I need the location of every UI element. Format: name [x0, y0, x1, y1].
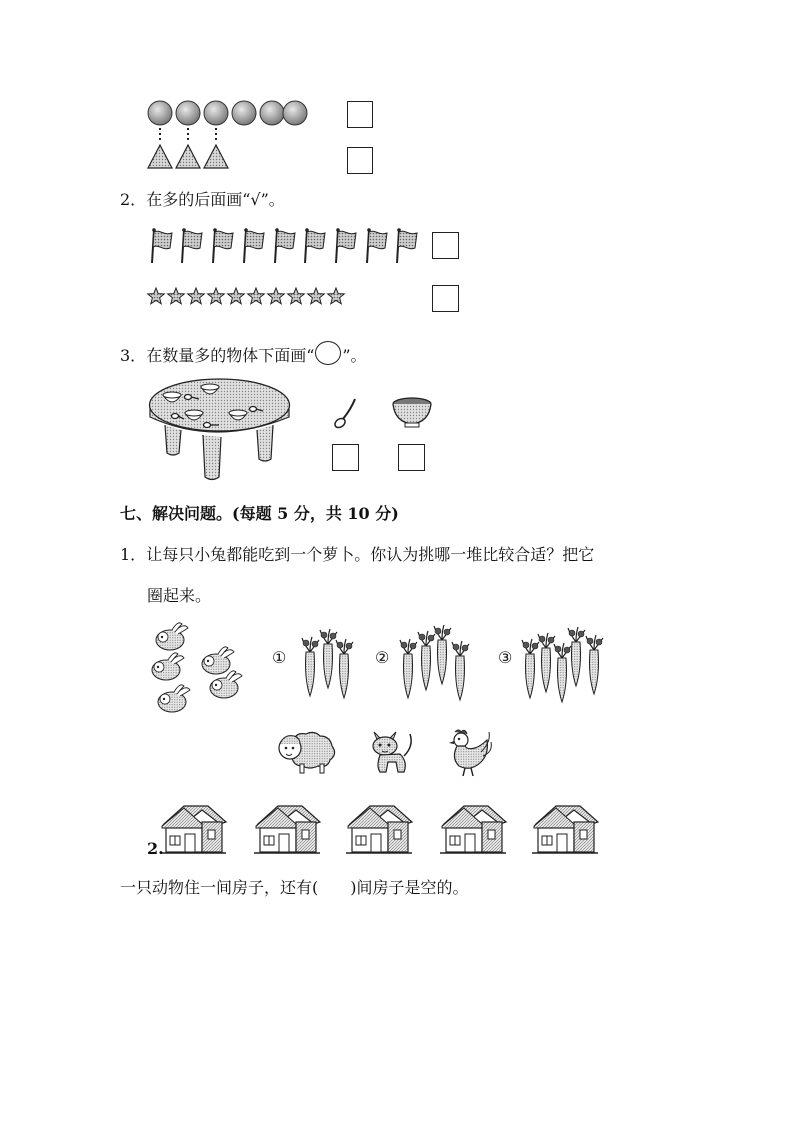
problem-1-number: 1．: [120, 545, 147, 564]
rabbit-icon: [202, 647, 234, 674]
table-icon: [145, 375, 295, 485]
ball-icon: [260, 101, 284, 125]
answer-box-bowl[interactable]: [398, 444, 425, 471]
rabbits-group: [150, 618, 260, 718]
carrot-pile-3[interactable]: [520, 626, 610, 701]
q3-line: [120, 341, 367, 366]
q3-number: 3．: [120, 346, 147, 365]
star-icon: [268, 288, 285, 304]
carrot-icon: [568, 627, 585, 686]
house-icon: [532, 806, 598, 853]
flag-icon: [336, 228, 356, 263]
answer-box-stars[interactable]: [432, 285, 459, 312]
rabbit-icon: [152, 653, 184, 680]
house-icon: [440, 806, 506, 853]
q3-text-after: ”。: [342, 346, 367, 365]
problem-1-text: 让每只小兔都能吃到一个萝卜。你认为挑哪一堆比较合适？把它: [146, 545, 595, 564]
q3-text-before: 在数量多的物体下面画“: [146, 346, 315, 365]
carrot-icon: [302, 637, 319, 696]
rabbit-icon: [156, 623, 188, 650]
answer-box-triangles[interactable]: [347, 147, 373, 174]
houses-row: [158, 800, 603, 856]
carrot-icon: [320, 629, 337, 688]
carrot-pile-2[interactable]: [398, 626, 478, 696]
problem-2-number: 2.: [147, 839, 164, 858]
flag-icon: [367, 228, 387, 263]
option-2-label[interactable]: ②: [375, 648, 390, 667]
star-icon: [228, 288, 245, 304]
carrot-icon: [522, 639, 539, 698]
house-icon: [346, 806, 412, 853]
option-1-label[interactable]: ①: [272, 648, 287, 667]
carrot-icon: [452, 641, 469, 700]
star-icon: [328, 288, 345, 304]
answer-box-flags[interactable]: [432, 232, 459, 259]
carrot-icon: [434, 625, 451, 684]
flag-icon: [305, 228, 325, 263]
star-icon: [168, 288, 185, 304]
ball-icon: [204, 101, 228, 125]
stars-row: [147, 287, 357, 307]
carrot-icon: [418, 631, 435, 690]
circle-symbol-icon: [315, 341, 341, 365]
flag-icon: [244, 228, 264, 263]
carrot-icon: [586, 635, 603, 694]
sheep-icon: [276, 730, 338, 776]
section-7-title: 七、解决问题。(每题 5 分，共 10 分): [120, 504, 399, 523]
ball-icon: [176, 101, 200, 125]
option-3-label[interactable]: ③: [498, 648, 513, 667]
triangle-icon: [176, 145, 200, 168]
flag-icon: [213, 228, 233, 263]
triangle-icon: [148, 145, 172, 168]
star-icon: [248, 288, 265, 304]
q2-number: 2．: [120, 190, 147, 209]
problem-1-line1: [120, 545, 594, 565]
flag-icon: [397, 228, 417, 263]
bowl-icon: [391, 396, 433, 430]
carrot-icon: [336, 639, 353, 698]
star-icon: [308, 288, 325, 304]
rabbit-icon: [158, 685, 190, 712]
star-icon: [188, 288, 205, 304]
house-icon: [254, 806, 320, 853]
q2-text: 在多的后面画“√”。: [146, 190, 285, 209]
rooster-icon: [445, 728, 493, 778]
star-icon: [148, 288, 165, 304]
problem-2-text: 一只动物住一间房子，还有( )间房子是空的。: [120, 878, 469, 897]
spoon-icon: [331, 397, 359, 431]
problem-1-line2: 圈起来。: [147, 586, 212, 605]
flags-row: [148, 226, 423, 266]
ball-icon: [283, 101, 307, 125]
flag-icon: [182, 228, 202, 263]
flag-icon: [275, 228, 295, 263]
ball-icon: [232, 101, 256, 125]
house-icon: [160, 806, 226, 853]
q2-line: [120, 190, 285, 210]
answer-box-balls[interactable]: [347, 101, 373, 128]
star-icon: [288, 288, 305, 304]
carrot-icon: [554, 643, 571, 702]
carrot-icon: [538, 633, 555, 692]
rabbit-icon: [210, 671, 242, 698]
carrot-icon: [400, 639, 417, 698]
carrot-pile-1[interactable]: [298, 626, 358, 696]
ball-icon: [148, 101, 172, 125]
cat-icon: [366, 726, 418, 776]
triangle-icon: [204, 145, 228, 168]
answer-box-spoon[interactable]: [332, 444, 359, 471]
star-icon: [208, 288, 225, 304]
balls-triangles-figure: [140, 95, 300, 175]
flag-icon: [152, 228, 172, 263]
